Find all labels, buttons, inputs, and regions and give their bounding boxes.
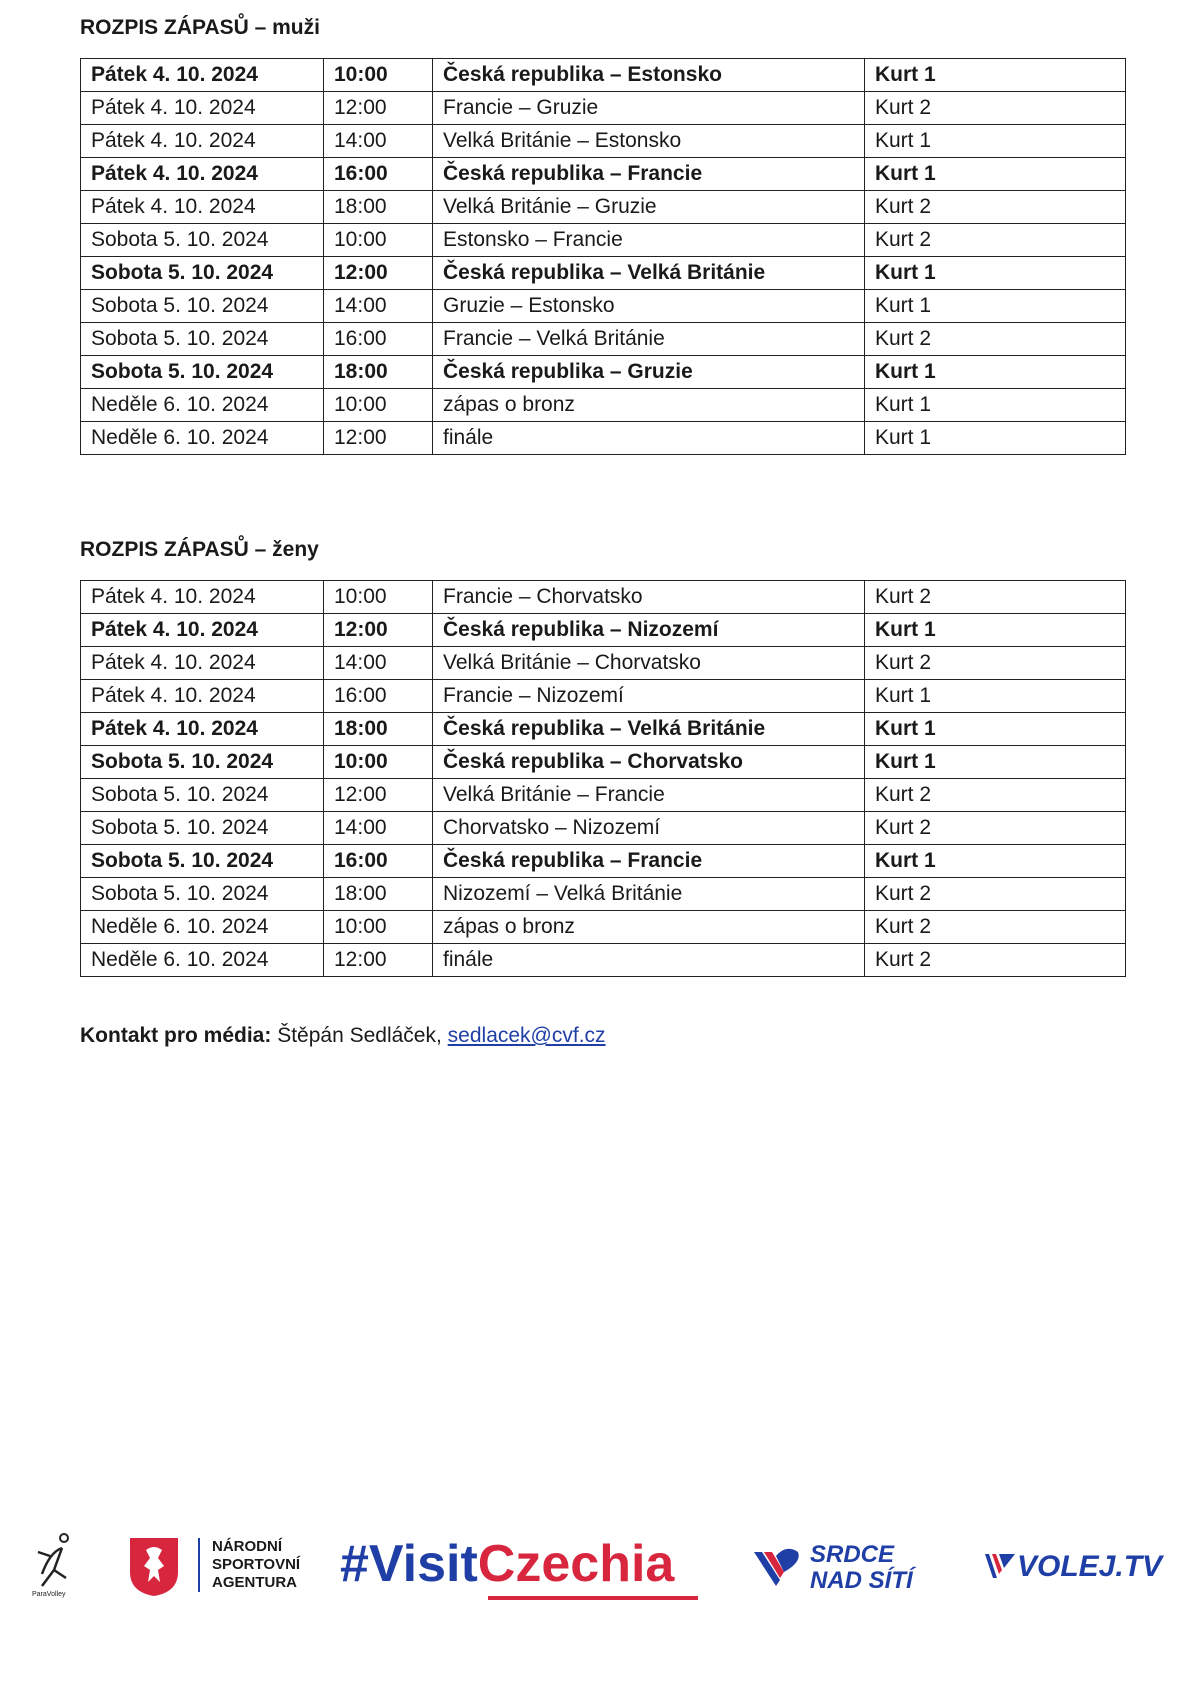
match-cell: Česká republika – Chorvatsko xyxy=(433,746,865,779)
date-cell: Pátek 4. 10. 2024 xyxy=(81,680,324,713)
time-cell: 18:00 xyxy=(324,878,433,911)
time-cell: 12:00 xyxy=(324,92,433,125)
match-cell: Francie – Gruzie xyxy=(433,92,865,125)
table-row xyxy=(81,389,1126,422)
table-row xyxy=(81,158,1126,191)
court-cell: Kurt 2 xyxy=(865,581,1126,614)
table-row xyxy=(81,614,1126,647)
match-cell: Chorvatsko – Nizozemí xyxy=(433,812,865,845)
date-cell: Pátek 4. 10. 2024 xyxy=(81,125,324,158)
match-cell: Česká republika – Gruzie xyxy=(433,356,865,389)
table-row xyxy=(81,845,1126,878)
time-cell: 12:00 xyxy=(324,779,433,812)
time-cell: 18:00 xyxy=(324,356,433,389)
match-cell: Velká Británie – Francie xyxy=(433,779,865,812)
match-cell: Francie – Chorvatsko xyxy=(433,581,865,614)
time-cell: 14:00 xyxy=(324,125,433,158)
court-cell: Kurt 1 xyxy=(865,845,1126,878)
table-row xyxy=(81,59,1126,92)
table-row xyxy=(81,911,1126,944)
court-cell: Kurt 1 xyxy=(865,257,1126,290)
court-cell: Kurt 1 xyxy=(865,713,1126,746)
men-schedule-body xyxy=(81,59,1126,455)
table-row xyxy=(81,779,1126,812)
table-row xyxy=(81,356,1126,389)
date-cell: Pátek 4. 10. 2024 xyxy=(81,614,324,647)
date-cell: Neděle 6. 10. 2024 xyxy=(81,911,324,944)
date-cell: Neděle 6. 10. 2024 xyxy=(81,422,324,455)
heart-stripes-icon xyxy=(750,1542,804,1596)
time-cell: 12:00 xyxy=(324,614,433,647)
men-schedule-table xyxy=(80,58,1126,455)
paravolley-figure-icon xyxy=(32,1530,80,1600)
time-cell: 12:00 xyxy=(324,257,433,290)
srdce-line-1: SRDCE xyxy=(810,1541,895,1568)
court-cell: Kurt 1 xyxy=(865,614,1126,647)
table-row xyxy=(81,257,1126,290)
time-cell: 16:00 xyxy=(324,845,433,878)
match-cell: Francie – Velká Británie xyxy=(433,323,865,356)
match-cell: zápas o bronz xyxy=(433,389,865,422)
time-cell: 10:00 xyxy=(324,224,433,257)
visit-czechia-text: Czechia xyxy=(477,1535,675,1593)
date-cell: Sobota 5. 10. 2024 xyxy=(81,323,324,356)
partner-logos xyxy=(0,1520,1200,1630)
court-cell: Kurt 1 xyxy=(865,422,1126,455)
women-schedule-title: ROZPIS ZÁPASŮ – ženy xyxy=(80,538,319,561)
match-cell: Francie – Nizozemí xyxy=(433,680,865,713)
court-cell: Kurt 2 xyxy=(865,224,1126,257)
court-cell: Kurt 1 xyxy=(865,290,1126,323)
date-cell: Pátek 4. 10. 2024 xyxy=(81,59,324,92)
time-cell: 18:00 xyxy=(324,191,433,224)
court-cell: Kurt 1 xyxy=(865,680,1126,713)
nsa-logo xyxy=(128,1536,308,1598)
date-cell: Sobota 5. 10. 2024 xyxy=(81,779,324,812)
match-cell: Česká republika – Francie xyxy=(433,845,865,878)
court-cell: Kurt 2 xyxy=(865,323,1126,356)
date-cell: Sobota 5. 10. 2024 xyxy=(81,224,324,257)
table-row xyxy=(81,191,1126,224)
czech-lion-shield-icon xyxy=(128,1536,180,1598)
court-cell: Kurt 2 xyxy=(865,911,1126,944)
court-cell: Kurt 2 xyxy=(865,779,1126,812)
match-cell: Česká republika – Velká Británie xyxy=(433,713,865,746)
volej-tv-logo xyxy=(985,1550,1175,1590)
time-cell: 10:00 xyxy=(324,389,433,422)
time-cell: 14:00 xyxy=(324,647,433,680)
match-cell: Estonsko – Francie xyxy=(433,224,865,257)
date-cell: Sobota 5. 10. 2024 xyxy=(81,845,324,878)
time-cell: 10:00 xyxy=(324,746,433,779)
visitczechia-logo xyxy=(340,1534,674,1594)
match-cell: zápas o bronz xyxy=(433,911,865,944)
table-row xyxy=(81,290,1126,323)
match-cell: Gruzie – Estonsko xyxy=(433,290,865,323)
table-row xyxy=(81,224,1126,257)
date-cell: Sobota 5. 10. 2024 xyxy=(81,356,324,389)
nsa-line-2: SPORTOVNÍ xyxy=(212,1556,301,1573)
table-row xyxy=(81,92,1126,125)
table-row xyxy=(81,944,1126,977)
time-cell: 10:00 xyxy=(324,59,433,92)
time-cell: 14:00 xyxy=(324,812,433,845)
date-cell: Pátek 4. 10. 2024 xyxy=(81,92,324,125)
date-cell: Sobota 5. 10. 2024 xyxy=(81,257,324,290)
match-cell: Česká republika – Francie xyxy=(433,158,865,191)
match-cell: Velká Británie – Estonsko xyxy=(433,125,865,158)
table-row xyxy=(81,581,1126,614)
srdce-wordmark xyxy=(810,1542,913,1594)
match-cell: finále xyxy=(433,422,865,455)
men-schedule-title: ROZPIS ZÁPASŮ – muži xyxy=(80,16,320,39)
time-cell: 16:00 xyxy=(324,323,433,356)
match-cell: Velká Británie – Chorvatsko xyxy=(433,647,865,680)
time-cell: 16:00 xyxy=(324,158,433,191)
court-cell: Kurt 1 xyxy=(865,125,1126,158)
table-row xyxy=(81,713,1126,746)
visitczechia-underline xyxy=(488,1596,698,1600)
contact-label: Kontakt pro média: xyxy=(80,1024,272,1047)
court-cell: Kurt 1 xyxy=(865,59,1126,92)
date-cell: Pátek 4. 10. 2024 xyxy=(81,647,324,680)
table-row xyxy=(81,323,1126,356)
match-cell: Nizozemí – Velká Británie xyxy=(433,878,865,911)
date-cell: Pátek 4. 10. 2024 xyxy=(81,713,324,746)
media-contact xyxy=(80,1024,606,1048)
date-cell: Sobota 5. 10. 2024 xyxy=(81,812,324,845)
date-cell: Sobota 5. 10. 2024 xyxy=(81,746,324,779)
nsa-line-1: NÁRODNÍ xyxy=(212,1538,282,1555)
court-cell: Kurt 1 xyxy=(865,356,1126,389)
court-cell: Kurt 1 xyxy=(865,746,1126,779)
date-cell: Sobota 5. 10. 2024 xyxy=(81,290,324,323)
table-row xyxy=(81,680,1126,713)
match-cell: Česká republika – Nizozemí xyxy=(433,614,865,647)
table-row xyxy=(81,878,1126,911)
time-cell: 14:00 xyxy=(324,290,433,323)
court-cell: Kurt 2 xyxy=(865,191,1126,224)
match-cell: Česká republika – Velká Británie xyxy=(433,257,865,290)
court-cell: Kurt 2 xyxy=(865,812,1126,845)
time-cell: 10:00 xyxy=(324,581,433,614)
match-cell: Česká republika – Estonsko xyxy=(433,59,865,92)
visit-hash-text: #Visit xyxy=(340,1535,478,1593)
nsa-wordmark xyxy=(198,1538,300,1592)
date-cell: Neděle 6. 10. 2024 xyxy=(81,944,324,977)
volej-stripes-icon xyxy=(985,1550,1015,1582)
nsa-line-3: AGENTURA xyxy=(212,1574,297,1591)
match-cell: finále xyxy=(433,944,865,977)
table-row xyxy=(81,422,1126,455)
court-cell: Kurt 2 xyxy=(865,944,1126,977)
date-cell: Pátek 4. 10. 2024 xyxy=(81,581,324,614)
women-schedule-table xyxy=(80,580,1126,977)
time-cell: 16:00 xyxy=(324,680,433,713)
srdce-nad-siti-logo xyxy=(750,1542,930,1602)
court-cell: Kurt 2 xyxy=(865,92,1126,125)
time-cell: 18:00 xyxy=(324,713,433,746)
court-cell: Kurt 2 xyxy=(865,878,1126,911)
date-cell: Neděle 6. 10. 2024 xyxy=(81,389,324,422)
paravolley-label: ParaVolley xyxy=(32,1591,66,1598)
contact-name: Štěpán Sedláček, xyxy=(277,1024,442,1047)
court-cell: Kurt 2 xyxy=(865,647,1126,680)
volej-wordmark: VOLEJ.TV xyxy=(1017,1550,1163,1583)
court-cell: Kurt 1 xyxy=(865,389,1126,422)
court-cell: Kurt 1 xyxy=(865,158,1126,191)
table-row xyxy=(81,647,1126,680)
time-cell: 10:00 xyxy=(324,911,433,944)
time-cell: 12:00 xyxy=(324,944,433,977)
date-cell: Pátek 4. 10. 2024 xyxy=(81,191,324,224)
srdce-line-2: NAD SÍTÍ xyxy=(810,1567,913,1594)
women-schedule-body xyxy=(81,581,1126,977)
contact-email-link[interactable]: sedlacek@cvf.cz xyxy=(447,1024,606,1047)
date-cell: Sobota 5. 10. 2024 xyxy=(81,878,324,911)
time-cell: 12:00 xyxy=(324,422,433,455)
table-row xyxy=(81,812,1126,845)
paravolley-logo xyxy=(32,1530,80,1600)
table-row xyxy=(81,125,1126,158)
table-row xyxy=(81,746,1126,779)
match-cell: Velká Británie – Gruzie xyxy=(433,191,865,224)
date-cell: Pátek 4. 10. 2024 xyxy=(81,158,324,191)
